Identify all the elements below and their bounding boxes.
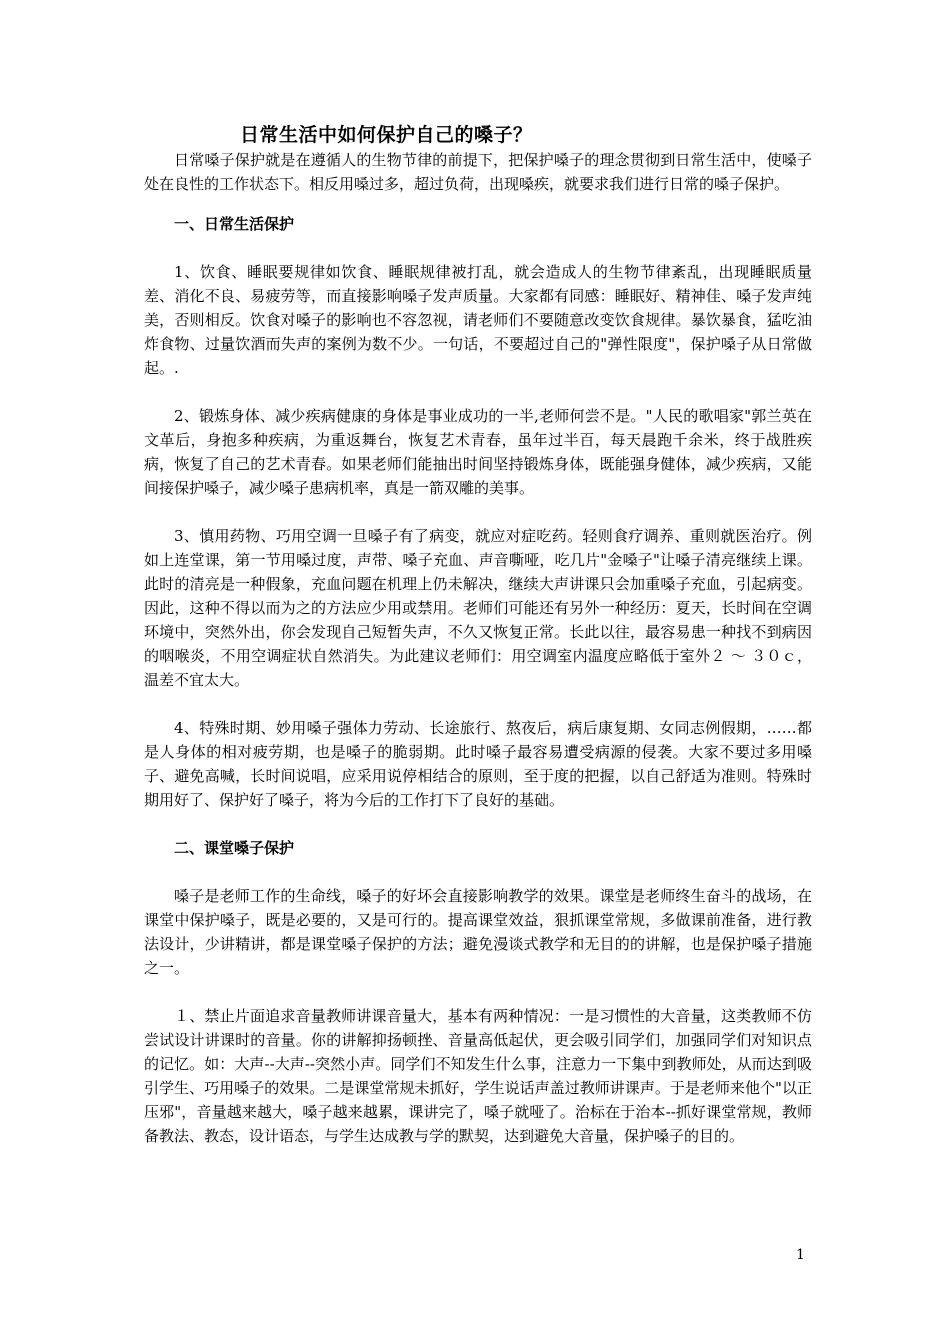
- paragraph: １、禁止片面追求音量教师讲课音量大，基本有两种情况：一是习惯性的大音量，这类教师不仿尝试设计讲课时的音量。你的讲解抑扬顿挫、音量高低起伏，更会吸引同学们，加强同学们对知识点的记忆。如：大声--大声--突然小声。同学们不知发生什么事，注意力一下集中到教师处，从而达到吸引学生、巧用嗓子的效果。二是课堂常规未抓好，学生说话声盖过教师讲课声。于是老师来他个"以正压邪"，音量越来越大，嗓子越来越累，课讲完了，嗓子就哑了。治标在于治本--抓好课堂常规，教师备教法、教态，设计语态，与学生达成教与学的默契，达到避免大音量，保护嗓子的目的。: [144, 1007, 812, 1145]
- page-number: 1: [796, 1247, 805, 1263]
- section-heading-classroom: 二、课堂嗓子保护: [174, 839, 295, 857]
- document-title: 日常生活中如何保护自己的嗓子？: [240, 124, 533, 146]
- paragraph: 4、特殊时期、妙用嗓子强体力劳动、长途旅行、熬夜后，病后康复期、女同志例假期，……都是人身体的相对疲劳期，也是嗓子的脆弱期。此时嗓子最容易遭受病源的侵袭。大家不要过多用嗓子、避免高喊，长时间说唱，应采用说停相结合的原则，至于度的把握，以自己舒适为准则。特殊时期用好了、保护好了嗓子，将为今后的工作打下了良好的基础。: [144, 719, 812, 809]
- document-body: [144, 148, 812, 1148]
- paragraph: 2、锻炼身体、减少疾病健康的身体是事业成功的一半,老师何尝不是。"人民的歌唱家"郭兰英在文革后，身抱多种疾病，为重返舞台，恢复艺术青春，虽年过半百，每天晨跑千余米，终于战胜疾病，恢复了自己的艺术青春。如果老师们能抽出时间坚持锻炼身体，既能强身健体，减少疾病，又能间接保护嗓子，减少嗓子患病机率，真是一箭双雕的美事。: [144, 407, 812, 497]
- paragraph: 嗓子是老师工作的生命线，嗓子的好坏会直接影响教学的效果。课堂是老师终生奋斗的战场，在课堂中保护嗓子，既是必要的，又是可行的。提高课堂效益，狠抓课堂常规，多做课前准备，进行教法设计，少讲精讲，都是课堂嗓子保护的方法；避免漫谈式教学和无目的的讲解，也是保护嗓子措施之一。: [144, 887, 812, 977]
- intro-paragraph: 日常嗓子保护就是在遵循人的生物节律的前提下，把保护嗓子的理念贯彻到日常生活中，使嗓子处在良性的工作状态下。相反用嗓过多，超过负荷，出现嗓疾，就要求我们进行日常的嗓子保护。: [144, 151, 812, 193]
- paragraph: 1、饮食、睡眠要规律如饮食、睡眠规律被打乱，就会造成人的生物节律紊乱，出现睡眠质量差、消化不良、易疲劳等，而直接影响嗓子发声质量。大家都有同感：睡眠好、精神佳、嗓子发声纯美，否则相反。饮食对嗓子的影响也不容忽视，请老师们不要随意改变饮食规律。暴饮暴食，猛吃油炸食物、过量饮酒而失声的案例为数不少。一句话，不要超过自己的"弹性限度"，保护嗓子从日常做起。.: [144, 263, 812, 377]
- section-heading-daily-life: 一、日常生活保护: [174, 215, 295, 233]
- paragraph: 3、慎用药物、巧用空调一旦嗓子有了病变，就应对症吃药。轻则食疗调养、重则就医治疗。例如上连堂课，第一节用嗓过度，声带、嗓子充血、声音嘶哑，吃几片"金嗓子"让嗓子清亮继续上课。此时的清亮是一种假象，充血问题在机理上仍未解决，继续大声讲课只会加重嗓子充血，引起病变。因此，这种不得以而为之的方法应少用或禁用。老师们可能还有另外一种经历：夏天，长时间在空调环境中，突然外出，你会发现自己短暂失声，不久又恢复正常。长此以往，最容易患一种找不到病因的咽喉炎，不用空调症状自然消失。为此建议老师们：用空调室内温度应略低于室外２ ～ ３０ｃ，温差不宜太大。: [144, 527, 812, 689]
